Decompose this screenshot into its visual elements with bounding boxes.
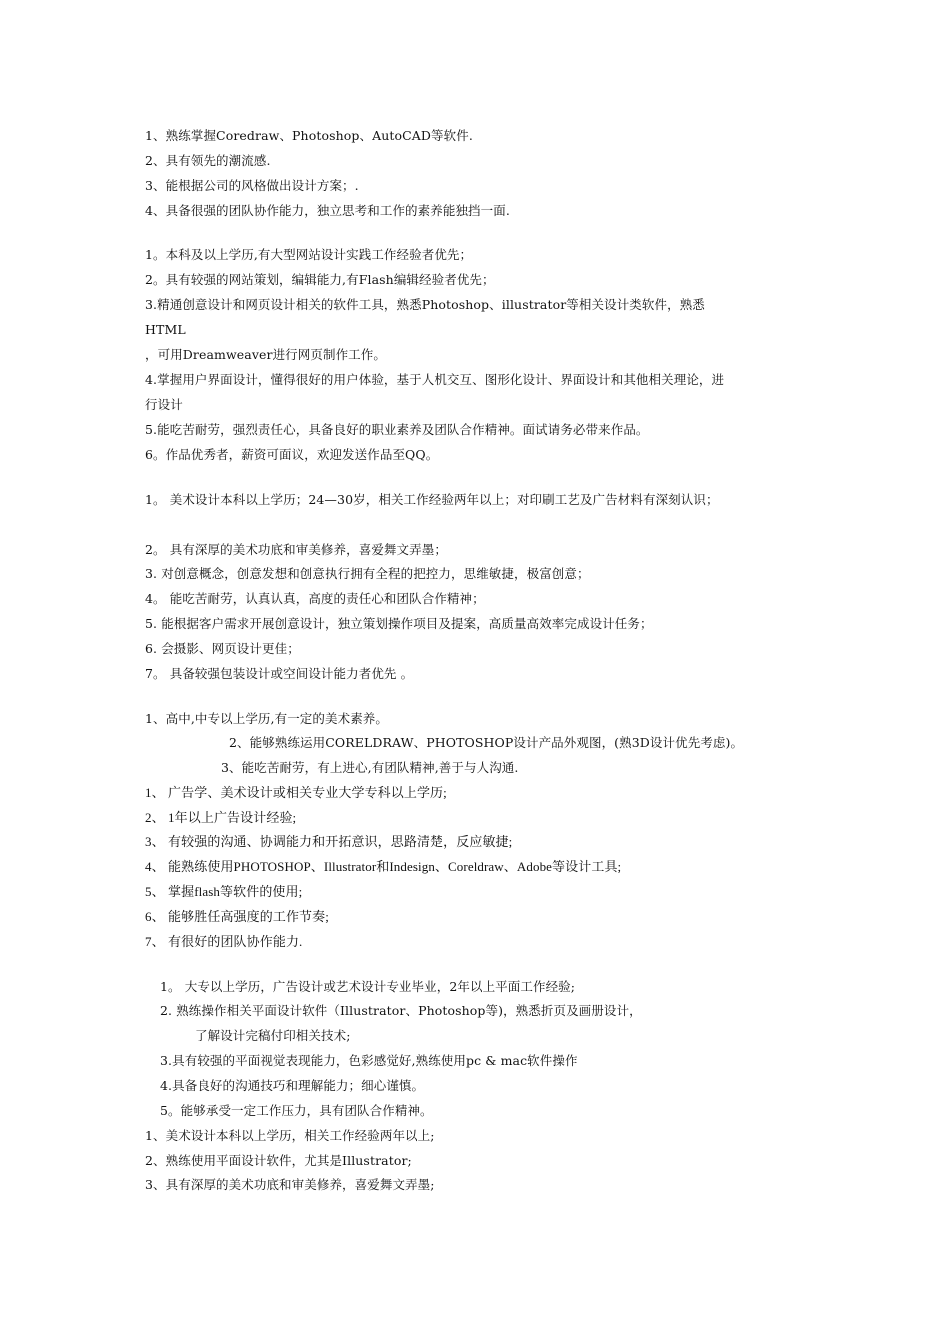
text-line: 3.具有较强的平面视觉表现能力，色彩感觉好,熟练使用pc & mac软件操作 <box>160 1053 578 1068</box>
text-line: 2、 1年以上广告设计经验; <box>145 810 297 825</box>
text-line: 1。 大专以上学历，广告设计或艺术设计专业毕业，2年以上平面工作经验; <box>160 979 576 994</box>
text-line: 4、 能熟练使用PHOTOSHOP、Illustrator和Indesign、Coreldraw、Adobe等设计工具; <box>145 859 622 874</box>
text-line: 5。能够承受一定工作压力，具有团队合作精神。 <box>160 1103 433 1118</box>
text-line: 2、能够熟练运用CORELDRAW、PHOTOSHOP设计产品外观图，(熟3D设计优先考虑)。 <box>229 735 744 750</box>
text-line: ，可用Dreamweaver进行网页制作工作。 <box>145 347 386 362</box>
text-line: 了解设计完稿付印相关技术; <box>195 1028 351 1043</box>
text-line: 6、 能够胜任高强度的工作节奏; <box>145 909 329 924</box>
text-line: 4.掌握用户界面设计，懂得很好的用户体验，基于人机交互、图形化设计、界面设计和其他相关理论，进 <box>145 372 725 387</box>
text-line: 6. 会摄影、网页设计更佳； <box>145 641 300 656</box>
text-line: 3、具有深厚的美术功底和审美修养，喜爱舞文弄墨; <box>145 1177 435 1192</box>
text-line: 4.具备良好的沟通技巧和理解能力；细心谨慎。 <box>160 1078 425 1093</box>
text-line: 2. 熟练操作相关平面设计软件（Illustrator、Photoshop等)，熟悉折页及画册设计， <box>160 1003 642 1018</box>
text-line: 7、 有很好的团队协作能力. <box>145 934 303 949</box>
text-line: 4、具备很强的团队协作能力，独立思考和工作的素养能独挡一面. <box>145 203 510 218</box>
text-line: 1、高中,中专以上学历,有一定的美术素养。 <box>145 711 389 726</box>
text-line: 3. 对创意概念，创意发想和创意执行拥有全程的把控力，思维敏捷，极富创意； <box>145 566 590 581</box>
text-line: 1、 广告学、美术设计或相关专业大学专科以上学历; <box>145 785 447 800</box>
text-line: 1。本科及以上学历,有大型网站设计实践工作经验者优先； <box>145 247 473 262</box>
text-line: 2、具有领先的潮流感. <box>145 153 271 168</box>
text-line: 5. 能根据客户需求开展创意设计，独立策划操作项目及提案，高质量高效率完成设计任务； <box>145 616 653 631</box>
text-line: 3、 有较强的沟通、协调能力和开拓意识，思路清楚，反应敏捷; <box>145 834 513 849</box>
text-line: 7。 具备较强包装设计或空间设计能力者优先 。 <box>145 666 414 681</box>
text-line: 1、美术设计本科以上学历，相关工作经验两年以上; <box>145 1128 435 1143</box>
text-line: 3、能根据公司的风格做出设计方案；. <box>145 178 359 193</box>
text-line: 2。具有较强的网站策划，编辑能力,有Flash编辑经验者优先； <box>145 272 495 287</box>
text-line: 5.能吃苦耐劳，强烈责任心，具备良好的职业素养及团队合作精神。面试请务必带来作品。 <box>145 422 649 437</box>
text-line: 1、熟练掌握Coredraw、Photoshop、AutoCAD等软件. <box>145 128 473 143</box>
text-line: 2、熟练使用平面设计软件，尤其是Illustrator; <box>145 1153 412 1168</box>
text-line: 5、 掌握flash等软件的使用; <box>145 884 303 899</box>
text-line: 2。 具有深厚的美术功底和审美修养，喜爱舞文弄墨； <box>145 542 447 557</box>
text-line: 1。 美术设计本科以上学历；24—30岁，相关工作经验两年以上；对印刷工艺及广告材料有深刻认识； <box>145 492 719 507</box>
text-line: 3、能吃苦耐劳，有上进心,有团队精神,善于与人沟通. <box>221 760 519 775</box>
text-line: 4。 能吃苦耐劳，认真认真，高度的责任心和团队合作精神； <box>145 591 485 606</box>
text-line: 行设计 <box>145 397 183 412</box>
text-line: HTML <box>145 322 186 337</box>
text-line: 3.精通创意设计和网页设计相关的软件工具，熟悉Photoshop、illustrator等相关设计类软件，熟悉 <box>145 297 705 312</box>
text-line: 6。作品优秀者，薪资可面议，欢迎发送作品至QQ。 <box>145 447 439 462</box>
